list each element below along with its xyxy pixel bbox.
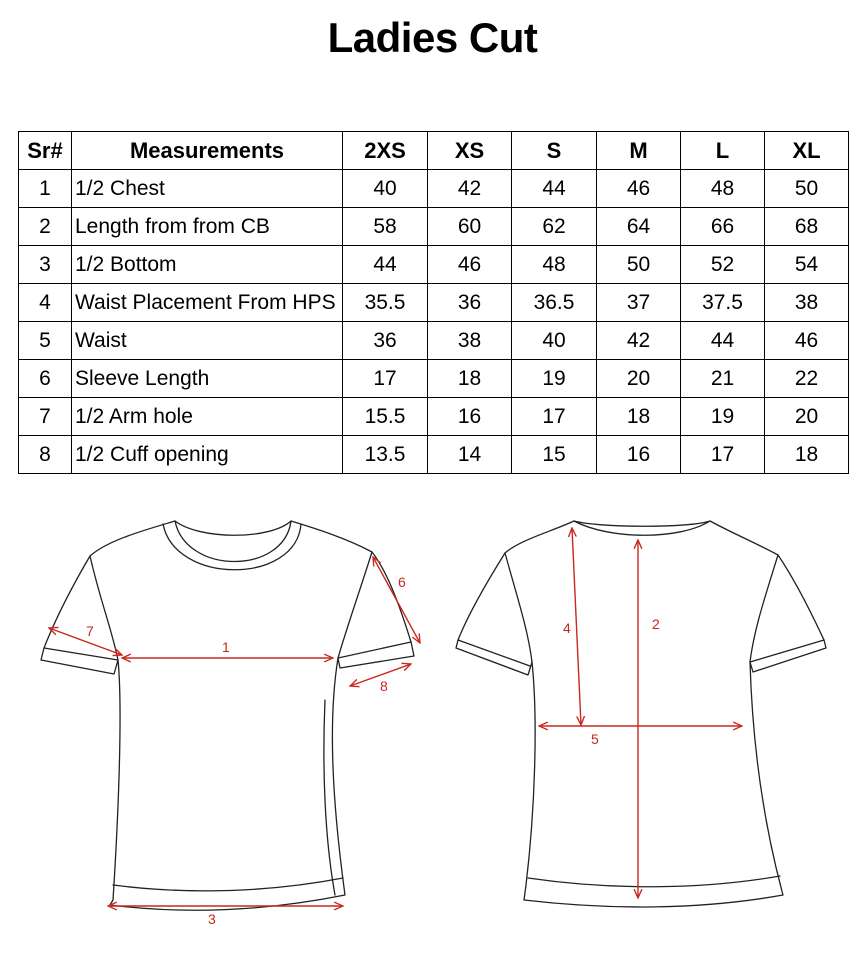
cell-value: 50 bbox=[765, 170, 849, 208]
header-size-2xs: 2XS bbox=[343, 132, 428, 170]
measure-label-2: 2 bbox=[652, 616, 660, 632]
table-row bbox=[19, 436, 849, 474]
cell-value: 46 bbox=[597, 170, 681, 208]
measure-label-3: 3 bbox=[208, 911, 216, 927]
measure-label-7: 7 bbox=[86, 623, 94, 639]
cell-value: 18 bbox=[765, 436, 849, 474]
measure-label-8: 8 bbox=[380, 678, 388, 694]
tshirt-diagrams bbox=[0, 500, 865, 960]
cell-value: 15 bbox=[512, 436, 597, 474]
cell-value: 16 bbox=[597, 436, 681, 474]
header-sr: Sr# bbox=[19, 132, 72, 170]
size-chart-table bbox=[18, 131, 849, 474]
table-row bbox=[19, 284, 849, 322]
table-header-row bbox=[19, 132, 849, 170]
cell-value: 37 bbox=[597, 284, 681, 322]
front-shirt-outline bbox=[41, 521, 414, 910]
cell-value: 20 bbox=[765, 398, 849, 436]
cell-value: 19 bbox=[512, 360, 597, 398]
cell-measurement: 1/2 Arm hole bbox=[72, 398, 343, 436]
cell-sr: 1 bbox=[19, 170, 72, 208]
cell-value: 16 bbox=[428, 398, 512, 436]
cell-sr: 8 bbox=[19, 436, 72, 474]
cell-measurement: Waist Placement From HPS bbox=[72, 284, 343, 322]
cell-value: 58 bbox=[343, 208, 428, 246]
cell-value: 40 bbox=[343, 170, 428, 208]
cell-value: 54 bbox=[765, 246, 849, 284]
table-row bbox=[19, 398, 849, 436]
cell-value: 17 bbox=[512, 398, 597, 436]
cell-value: 38 bbox=[765, 284, 849, 322]
cell-value: 36.5 bbox=[512, 284, 597, 322]
cell-value: 20 bbox=[597, 360, 681, 398]
table-row bbox=[19, 170, 849, 208]
page-title: Ladies Cut bbox=[327, 14, 538, 61]
back-tshirt-illustration bbox=[456, 521, 826, 907]
header-size-m: M bbox=[597, 132, 681, 170]
cell-measurement: 1/2 Chest bbox=[72, 170, 343, 208]
cell-value: 50 bbox=[597, 246, 681, 284]
front-tshirt-illustration bbox=[41, 521, 414, 910]
cell-value: 42 bbox=[597, 322, 681, 360]
cell-sr: 7 bbox=[19, 398, 72, 436]
table-row bbox=[19, 322, 849, 360]
cell-value: 19 bbox=[681, 398, 765, 436]
table-row bbox=[19, 246, 849, 284]
cell-value: 36 bbox=[343, 322, 428, 360]
table-row bbox=[19, 360, 849, 398]
measure-label-1: 1 bbox=[222, 639, 230, 655]
cell-value: 64 bbox=[597, 208, 681, 246]
cell-value: 42 bbox=[428, 170, 512, 208]
cell-sr: 6 bbox=[19, 360, 72, 398]
cell-sr: 5 bbox=[19, 322, 72, 360]
cell-value: 46 bbox=[765, 322, 849, 360]
cell-sr: 2 bbox=[19, 208, 72, 246]
cell-value: 17 bbox=[343, 360, 428, 398]
table-row bbox=[19, 208, 849, 246]
header-measurements: Measurements bbox=[72, 132, 343, 170]
cell-value: 22 bbox=[765, 360, 849, 398]
cell-value: 17 bbox=[681, 436, 765, 474]
measure-label-4: 4 bbox=[563, 620, 571, 636]
cell-value: 35.5 bbox=[343, 284, 428, 322]
cell-value: 36 bbox=[428, 284, 512, 322]
cell-sr: 4 bbox=[19, 284, 72, 322]
cell-measurement: Length from from CB bbox=[72, 208, 343, 246]
cell-value: 21 bbox=[681, 360, 765, 398]
cell-value: 66 bbox=[681, 208, 765, 246]
cell-measurement: 1/2 Cuff opening bbox=[72, 436, 343, 474]
cell-value: 18 bbox=[597, 398, 681, 436]
cell-value: 62 bbox=[512, 208, 597, 246]
cell-value: 40 bbox=[512, 322, 597, 360]
cell-value: 44 bbox=[681, 322, 765, 360]
header-size-xl: XL bbox=[765, 132, 849, 170]
cell-value: 38 bbox=[428, 322, 512, 360]
cell-value: 48 bbox=[512, 246, 597, 284]
cell-value: 44 bbox=[343, 246, 428, 284]
measure-label-5: 5 bbox=[591, 731, 599, 747]
cell-value: 46 bbox=[428, 246, 512, 284]
header-size-xs: XS bbox=[428, 132, 512, 170]
cell-value: 15.5 bbox=[343, 398, 428, 436]
cell-value: 14 bbox=[428, 436, 512, 474]
cell-value: 52 bbox=[681, 246, 765, 284]
cell-sr: 3 bbox=[19, 246, 72, 284]
header-size-l: L bbox=[681, 132, 765, 170]
cell-value: 37.5 bbox=[681, 284, 765, 322]
cell-measurement: Waist bbox=[72, 322, 343, 360]
cell-value: 13.5 bbox=[343, 436, 428, 474]
cell-value: 48 bbox=[681, 170, 765, 208]
measure-label-6: 6 bbox=[398, 574, 406, 590]
header-size-s: S bbox=[512, 132, 597, 170]
cell-value: 68 bbox=[765, 208, 849, 246]
cell-value: 44 bbox=[512, 170, 597, 208]
cell-value: 18 bbox=[428, 360, 512, 398]
cell-measurement: Sleeve Length bbox=[72, 360, 343, 398]
cell-value: 60 bbox=[428, 208, 512, 246]
cell-measurement: 1/2 Bottom bbox=[72, 246, 343, 284]
